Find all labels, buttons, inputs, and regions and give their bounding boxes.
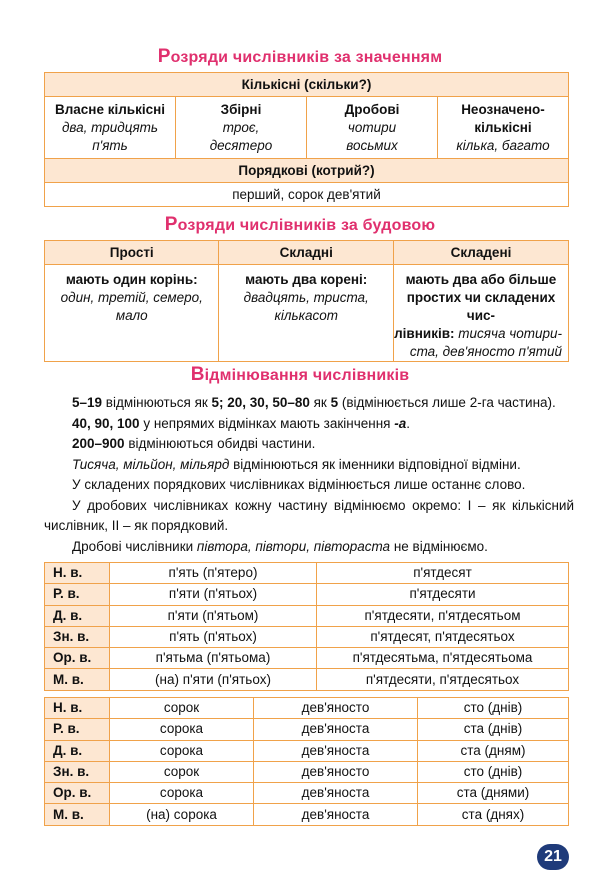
five-form: (на) п'яти (п'ятьох) <box>110 669 317 690</box>
five-form: п'яти (п'ятьох) <box>110 584 317 605</box>
case-label: Р. в. <box>45 719 110 740</box>
case-label: Н. в. <box>45 563 110 584</box>
col-proper-cardinal: Власне кількісні два, тридцять п'ять <box>45 97 176 159</box>
rule-5-19: 5–19 відмінюються як 5; 20, 30, 50–80 як 5 (відмінюється лише 2-га частина). <box>72 395 556 410</box>
hundred-form: ста (дням) <box>418 740 569 761</box>
col-collective: Збірні троє, десятеро <box>176 97 307 159</box>
rule-40-90-100: 40, 90, 100 у непрямих відмінках мають закінчення -а. <box>72 415 411 431</box>
case-label: Р. в. <box>45 584 110 605</box>
rule-compound-ordinal: У складених порядкових числівниках відмінюється лише останнє слово. <box>72 477 526 492</box>
table-row <box>45 648 569 669</box>
forty-form: сорока <box>110 719 254 740</box>
ninety-form: дев'яноста <box>254 783 418 804</box>
forty-form: сорока <box>110 783 254 804</box>
fifty-form: п'ятдесяти <box>317 584 569 605</box>
table-categories-by-meaning <box>44 72 569 207</box>
five-form: п'ятьма (п'ятьома) <box>110 648 317 669</box>
rule-200-900: 200–900 відмінюються обидві частини. <box>72 436 316 451</box>
table-row <box>45 584 569 605</box>
fifty-form: п'ятдесят <box>317 563 569 584</box>
hundred-form: сто (днів) <box>418 698 569 719</box>
table-categories-by-structure <box>44 240 569 362</box>
case-label: М. в. <box>45 669 110 690</box>
table-row <box>45 719 569 740</box>
section-title-structure: Розряди числівників за будовою <box>164 214 436 235</box>
fifty-form: п'ятдесяти, п'ятдесятьом <box>317 605 569 626</box>
declension-rules <box>44 393 574 557</box>
rule-fractional: У дробових числівниках кожну частину відмінюємо окремо: І – як кількісний числівник, ІІ – як порядковий. <box>44 497 574 533</box>
section-title-declension: Відмінювання числівників <box>190 364 410 385</box>
case-label: Н. в. <box>45 698 110 719</box>
table-row <box>45 804 569 825</box>
rule-thousand: Тисяча, мільйон, мільярд відмінюються як іменники відповідної відміни. <box>72 456 521 472</box>
fifty-form: п'ятдесят, п'ятдесятьох <box>317 626 569 647</box>
cell-compound: мають два або більше простих чи складених чис- лівників: тисяча чотири- ста, дев'яносто п'ятий <box>393 265 568 362</box>
ninety-form: дев'яносто <box>254 698 418 719</box>
ninety-form: дев'яноста <box>254 804 418 825</box>
case-label: М. в. <box>45 804 110 825</box>
table-row <box>45 605 569 626</box>
page-number: 21 <box>537 844 569 870</box>
case-label: Д. в. <box>45 740 110 761</box>
case-label: Зн. в. <box>45 626 110 647</box>
fifty-form: п'ятдесяти, п'ятдесятьох <box>317 669 569 690</box>
table-row <box>45 626 569 647</box>
table-declension-40-90-100 <box>44 697 569 826</box>
table-row <box>45 698 569 719</box>
col-indefinite: Неозначено- кількісні кілька, багато <box>438 97 569 159</box>
rule-indeclinable: Дробові числівники півтора, півтори, півтораста не відмінюємо. <box>72 538 488 554</box>
hundred-form: сто (днів) <box>418 761 569 782</box>
five-form: п'ять (п'ятьох) <box>110 626 317 647</box>
ninety-form: дев'яноста <box>254 740 418 761</box>
case-label: Д. в. <box>45 605 110 626</box>
case-label: Ор. в. <box>45 783 110 804</box>
col-fractional: Дробові чотири восьмих <box>307 97 438 159</box>
ordinal-header: Порядкові (котрий?) <box>45 159 569 183</box>
forty-form: сорок <box>110 698 254 719</box>
table-declension-5-50 <box>44 562 569 691</box>
cell-simple: мають один корінь: один, третій, семеро, мало <box>45 265 219 362</box>
cardinal-header: Кількісні (скільки?) <box>45 73 569 97</box>
header-compound: Складені <box>393 241 568 265</box>
ordinal-example: перший, сорок дев'ятий <box>45 183 569 207</box>
forty-form: сорока <box>110 740 254 761</box>
header-complex: Складні <box>219 241 393 265</box>
five-form: п'яти (п'ятьом) <box>110 605 317 626</box>
hundred-form: ста (днями) <box>418 783 569 804</box>
forty-form: сорок <box>110 761 254 782</box>
ninety-form: дев'яносто <box>254 761 418 782</box>
hundred-form: ста (днів) <box>418 719 569 740</box>
table-row <box>45 783 569 804</box>
cell-complex: мають два корені: двадцять, триста, кількасот <box>219 265 393 362</box>
case-label: Зн. в. <box>45 761 110 782</box>
case-label: Ор. в. <box>45 648 110 669</box>
table-row <box>45 563 569 584</box>
five-form: п'ять (п'ятеро) <box>110 563 317 584</box>
hundred-form: ста (днях) <box>418 804 569 825</box>
forty-form: (на) сорока <box>110 804 254 825</box>
table-row <box>45 669 569 690</box>
header-simple: Прості <box>45 241 219 265</box>
ninety-form: дев'яноста <box>254 719 418 740</box>
fifty-form: п'ятдесятьма, п'ятдесятьома <box>317 648 569 669</box>
table-row <box>45 761 569 782</box>
table-row <box>45 740 569 761</box>
section-title-meaning: Розряди числівників за значенням <box>157 46 443 67</box>
